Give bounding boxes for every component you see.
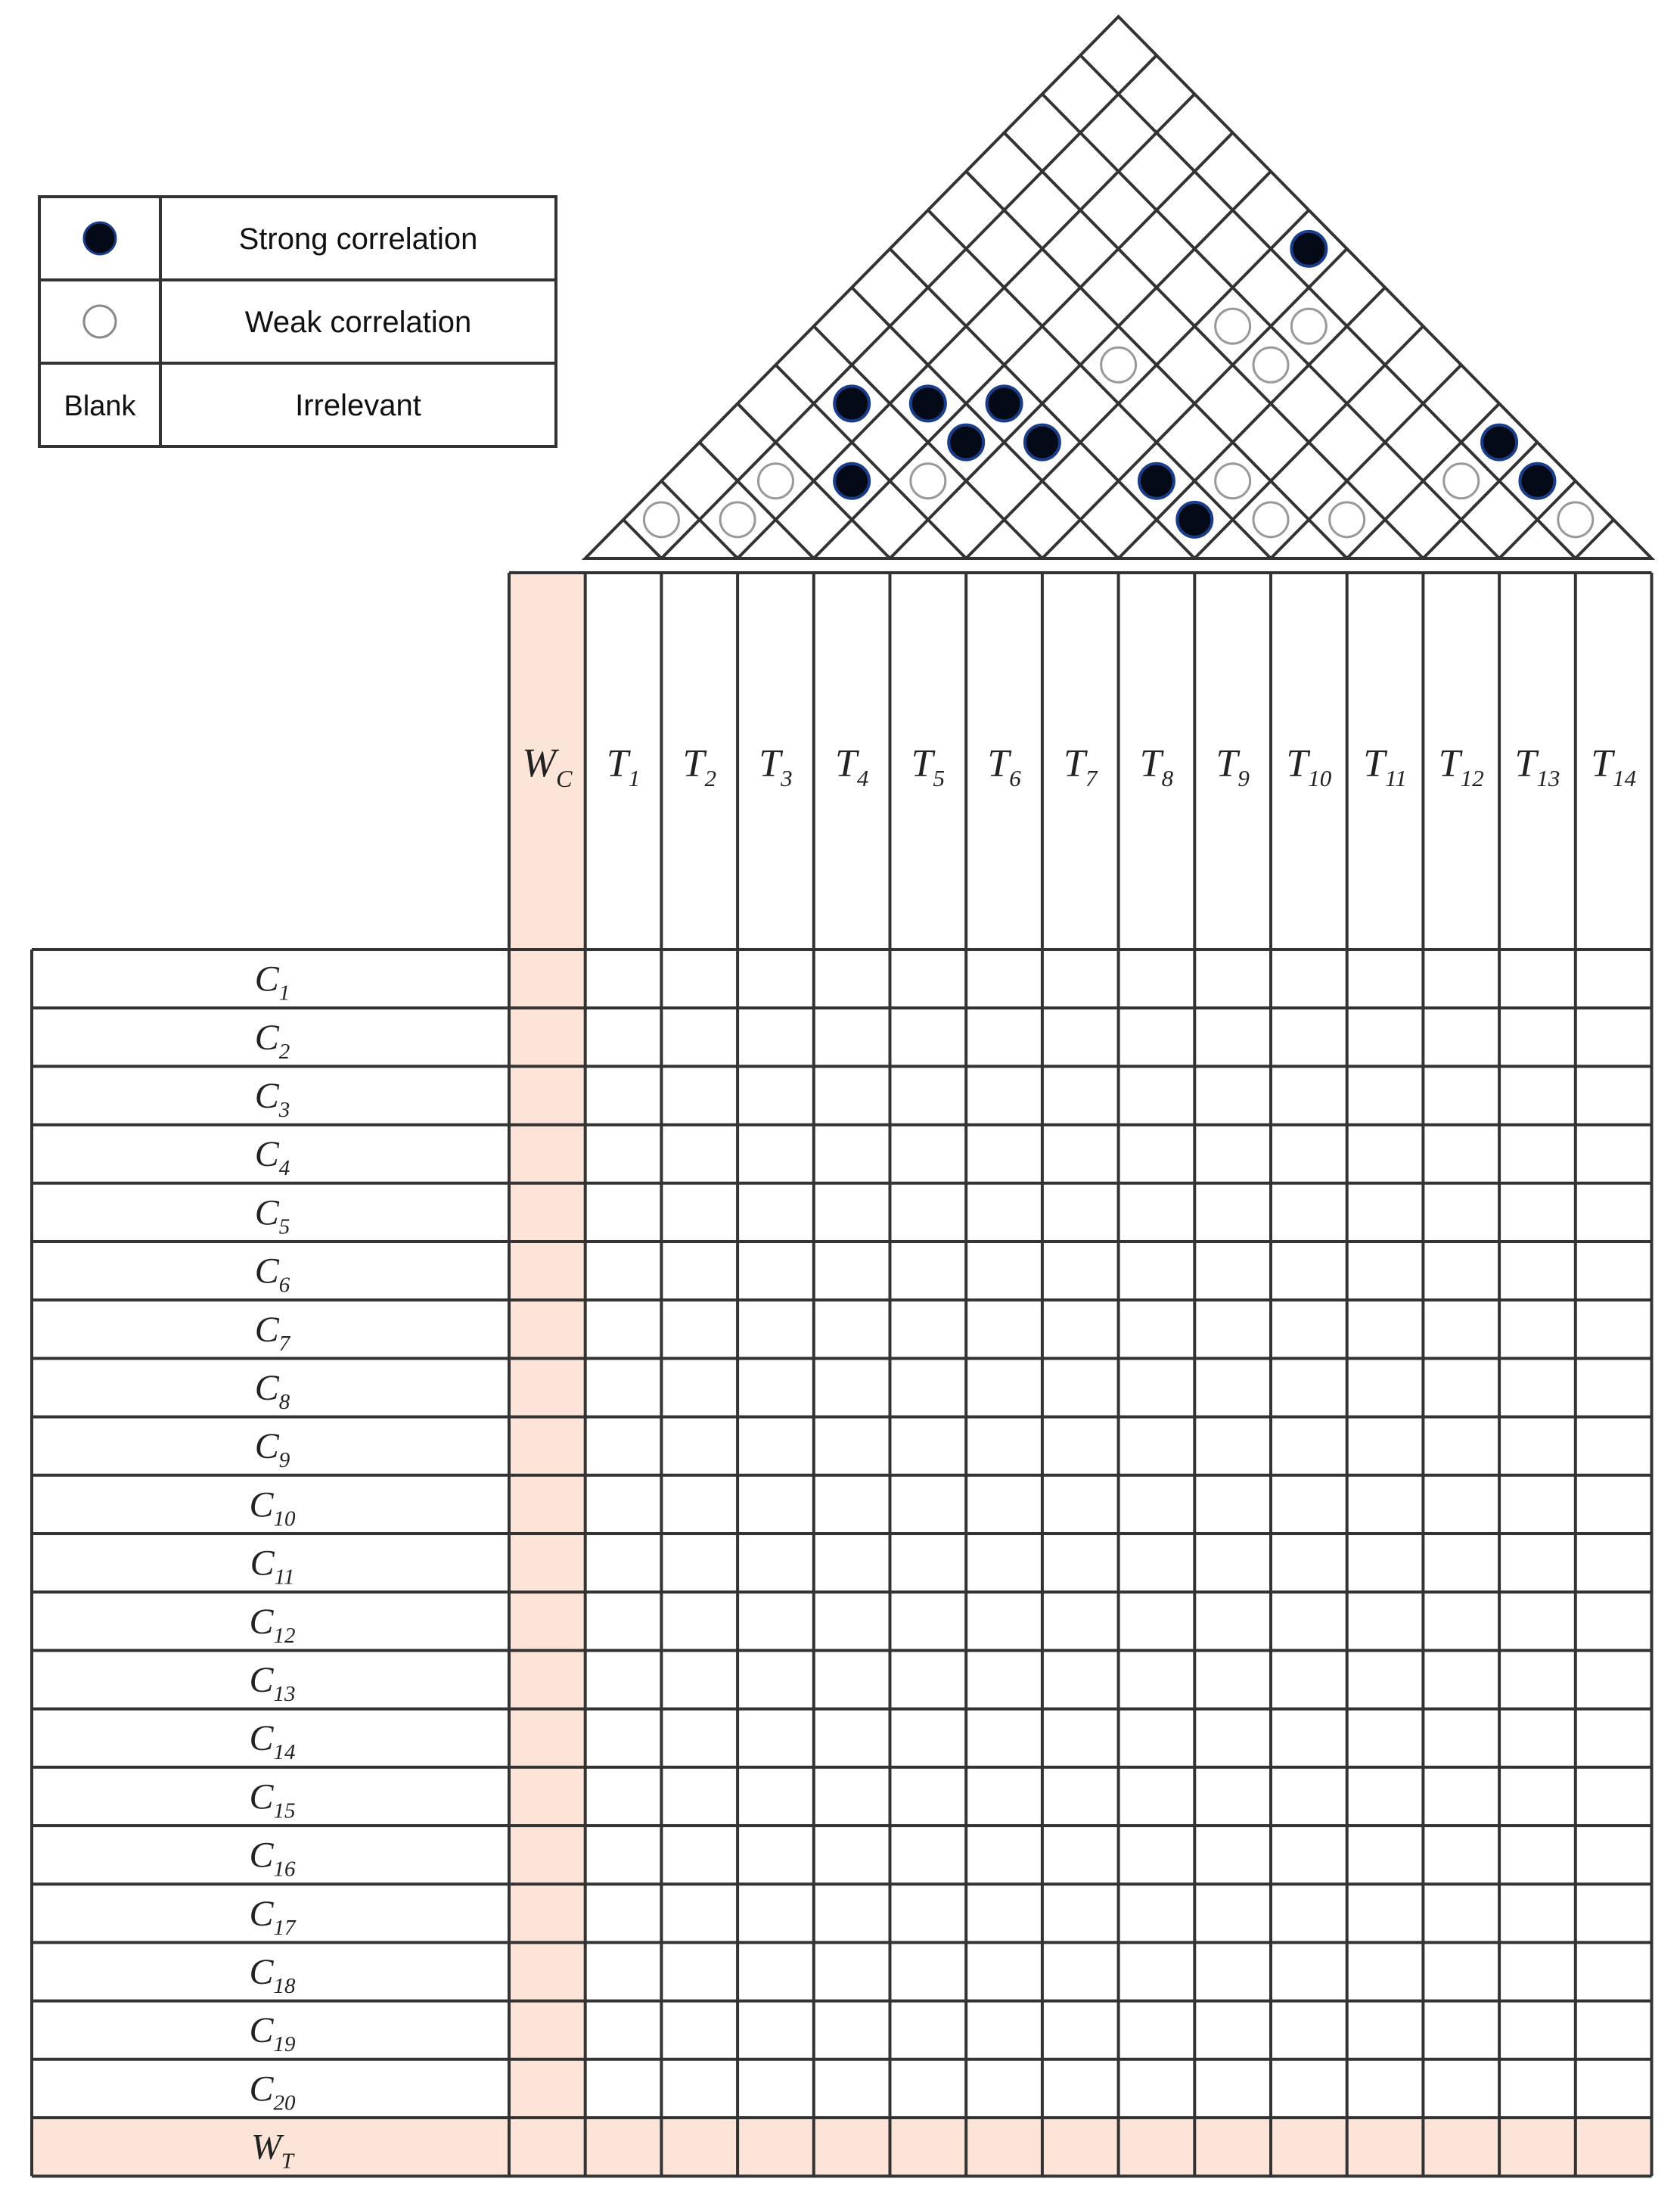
customer-row-label: $C_{14}$ <box>249 1718 296 1765</box>
weak-correlation-circle <box>1101 347 1136 382</box>
strong-correlation-dot <box>1139 464 1174 499</box>
customer-row-label: $C_4$ <box>254 1134 290 1181</box>
header-technical-label: $T_{11}$ <box>1363 742 1407 791</box>
header-technical-label: $T_5$ <box>911 742 946 791</box>
customer-row-label: $C_3$ <box>254 1076 290 1122</box>
legend-label: Weak correlation <box>244 306 472 339</box>
legend-strong-icon <box>84 222 116 254</box>
weight-row-label: $W_T$ <box>250 2127 294 2174</box>
strong-correlation-dot <box>987 386 1022 421</box>
weak-correlation-circle <box>1291 309 1326 343</box>
customer-row-label: $C_7$ <box>254 1309 290 1356</box>
customer-row-label: $C_{17}$ <box>249 1893 296 1940</box>
weak-correlation-circle <box>1253 502 1288 537</box>
header-technical-label: $T_4$ <box>834 742 869 791</box>
weak-correlation-circle <box>1558 502 1593 537</box>
strong-correlation-dot <box>1291 232 1326 266</box>
legend-label: Irrelevant <box>295 389 421 422</box>
header-technical-label: $T_6$ <box>987 742 1021 791</box>
weak-correlation-circle <box>1253 347 1288 382</box>
customer-row-label: $C_{19}$ <box>249 2010 296 2057</box>
weak-correlation-circle <box>644 502 679 537</box>
customer-row-label: $C_1$ <box>254 959 290 1006</box>
customer-row-label: $C_{16}$ <box>249 1835 296 1882</box>
strong-correlation-dot <box>1520 464 1554 499</box>
header-technical-label: $T_{14}$ <box>1591 742 1637 791</box>
strong-correlation-dot <box>1025 425 1060 460</box>
weak-correlation-circle <box>1330 502 1365 537</box>
customer-row-label: $C_2$ <box>254 1017 290 1064</box>
header-technical-label: $T_{10}$ <box>1286 742 1332 791</box>
header-technical-label: $T_7$ <box>1064 742 1098 791</box>
roof-outline <box>585 17 1652 558</box>
strong-correlation-dot <box>911 386 946 421</box>
weak-correlation-circle <box>758 464 793 499</box>
customer-row-label: $C_5$ <box>254 1192 290 1239</box>
customer-row-label: $C_8$ <box>254 1368 290 1414</box>
customer-row-label: $C_{11}$ <box>250 1543 295 1590</box>
header-technical-label: $T_1$ <box>606 742 641 791</box>
legend-blank-symbol: Blank <box>64 390 136 422</box>
weak-correlation-circle <box>1216 309 1250 343</box>
weak-correlation-circle <box>1216 464 1250 499</box>
customer-row-label: $C_{12}$ <box>249 1601 296 1648</box>
legend-weak-icon <box>84 306 116 337</box>
strong-correlation-dot <box>1482 425 1517 460</box>
customer-row-label: $C_{18}$ <box>249 1952 296 1998</box>
customer-row-label: $C_9$ <box>254 1426 290 1473</box>
customer-row-label: $C_{20}$ <box>249 2069 296 2115</box>
header-technical-label: $T_8$ <box>1139 742 1174 791</box>
customer-row-label: $C_{13}$ <box>249 1660 296 1706</box>
strong-correlation-dot <box>834 386 869 421</box>
header-technical-label: $T_3$ <box>759 742 793 791</box>
header-technical-label: $T_2$ <box>682 742 716 791</box>
customer-row-label: $C_{10}$ <box>249 1484 296 1531</box>
weak-correlation-circle <box>1444 464 1479 499</box>
header-technical-label: $T_9$ <box>1216 742 1250 791</box>
header-technical-label: $T_{12}$ <box>1438 742 1484 791</box>
legend-label: Strong correlation <box>238 222 478 256</box>
header-weight-label: $W_C$ <box>522 740 573 792</box>
strong-correlation-dot <box>834 464 869 499</box>
customer-row-label: $C_{15}$ <box>249 1776 296 1823</box>
weak-correlation-circle <box>911 464 946 499</box>
weak-correlation-circle <box>720 502 755 537</box>
strong-correlation-dot <box>1177 502 1212 537</box>
weight-column-fill <box>509 573 585 2176</box>
strong-correlation-dot <box>949 425 983 460</box>
correlation-roof <box>585 17 1652 558</box>
header-technical-label: $T_{13}$ <box>1514 742 1560 791</box>
relationship-matrix <box>32 573 1652 2176</box>
customer-row-label: $C_6$ <box>254 1251 290 1298</box>
legend <box>39 197 556 446</box>
